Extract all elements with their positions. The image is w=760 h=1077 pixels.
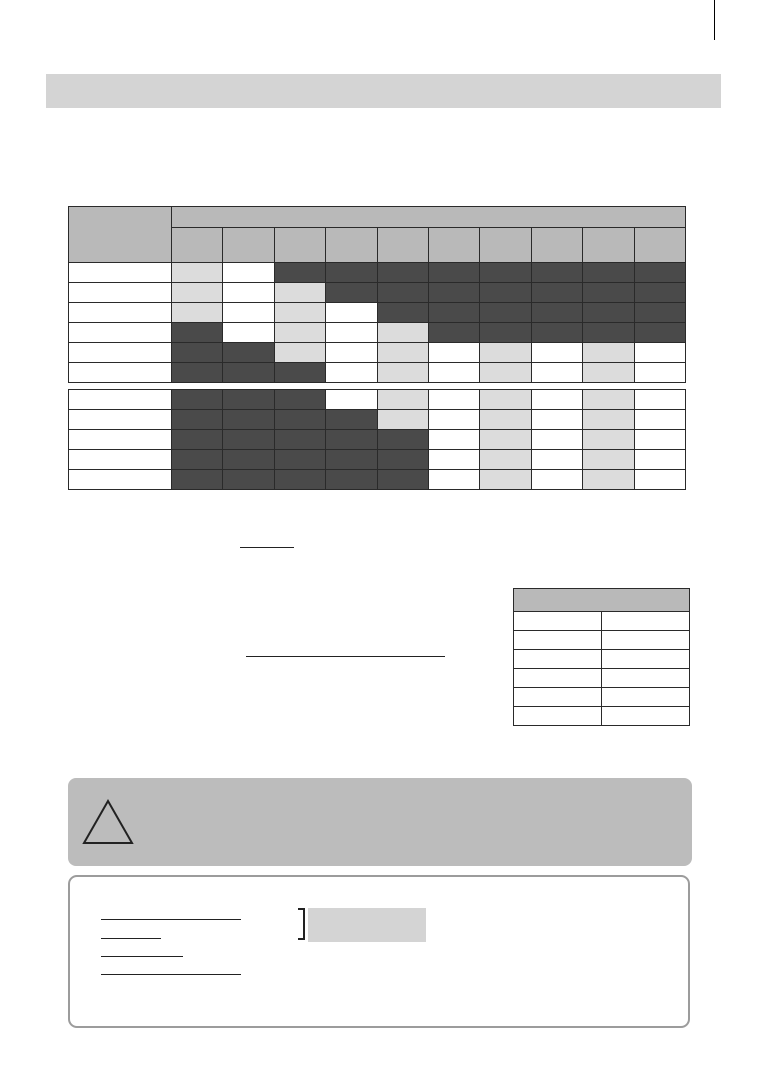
- reference-table-cell: [602, 612, 690, 631]
- reference-table-cell: [514, 669, 602, 688]
- grid-cell: [531, 430, 582, 450]
- grid-cell: [428, 323, 479, 343]
- grid-cell: [377, 430, 428, 450]
- note-item-underline: [101, 956, 183, 957]
- grid-cell: [531, 323, 582, 343]
- reference-table-row: [514, 612, 690, 631]
- grid-cell: [634, 283, 685, 303]
- grid-cell: [172, 430, 223, 450]
- grid-cell: [531, 470, 582, 490]
- grid-cell: [583, 470, 634, 490]
- grid-cell: [223, 470, 274, 490]
- grid-cell: [326, 343, 377, 363]
- reference-table-row: [514, 707, 690, 726]
- grid-cell: [583, 430, 634, 450]
- note-item-underline: [101, 938, 161, 939]
- grid-cell: [274, 390, 325, 410]
- grid-cell: [531, 363, 582, 383]
- grid-cell: [172, 390, 223, 410]
- grid-cell: [634, 450, 685, 470]
- grid-cell: [583, 390, 634, 410]
- grid-cell: [377, 470, 428, 490]
- grid-cell: [428, 363, 479, 383]
- grid-cell: [480, 263, 531, 283]
- grid-cell: [326, 450, 377, 470]
- grid-cell: [377, 390, 428, 410]
- grid-cell: [223, 343, 274, 363]
- underline-mark: [240, 547, 294, 548]
- page-edge-rule: [714, 0, 715, 40]
- grid-cell: [172, 283, 223, 303]
- grid-cell: [428, 450, 479, 470]
- grid-cell: [223, 363, 274, 383]
- grid-cell: [583, 410, 634, 430]
- grid-cell: [377, 303, 428, 323]
- grid-cell: [634, 470, 685, 490]
- reference-table-cell: [514, 650, 602, 669]
- grid-group-header: [172, 207, 686, 228]
- reference-table-cell: [602, 688, 690, 707]
- grid-row-label: [69, 343, 172, 363]
- underline-mark: [246, 656, 445, 657]
- grid-cell: [326, 390, 377, 410]
- grid-row-label: [69, 283, 172, 303]
- grid-cell: [223, 263, 274, 283]
- grid-cell: [274, 470, 325, 490]
- grid-column-header: [480, 228, 531, 263]
- grid-cell: [223, 430, 274, 450]
- grid-row: [69, 430, 686, 450]
- reference-table-cell: [602, 707, 690, 726]
- grid-corner-header: [69, 207, 172, 263]
- grid-cell: [274, 283, 325, 303]
- grid-cell: [428, 470, 479, 490]
- grid-column-header: [531, 228, 582, 263]
- grid-cell: [634, 343, 685, 363]
- grid-row: [69, 303, 686, 323]
- grid-cell: [274, 323, 325, 343]
- note-highlight-box: [308, 908, 426, 942]
- grid-column-header: [634, 228, 685, 263]
- grid-row: [69, 263, 686, 283]
- grid-cell: [480, 363, 531, 383]
- reference-table-row: [514, 650, 690, 669]
- grid-cell: [172, 303, 223, 323]
- grid-cell: [172, 323, 223, 343]
- grid-cell: [531, 343, 582, 363]
- grid-row: [69, 450, 686, 470]
- section-header-bar: [46, 74, 721, 108]
- grid-cell: [634, 430, 685, 450]
- grid-cell: [172, 450, 223, 470]
- grid-row: [69, 283, 686, 303]
- grid-cell: [172, 343, 223, 363]
- compatibility-grid: [68, 206, 686, 490]
- grid-cell: [223, 450, 274, 470]
- grid-cell: [634, 390, 685, 410]
- grid-cell: [172, 470, 223, 490]
- grid-cell: [377, 410, 428, 430]
- reference-table-cell: [602, 631, 690, 650]
- grid-cell: [531, 263, 582, 283]
- grid-cell: [274, 263, 325, 283]
- grid-column-header: [583, 228, 634, 263]
- grid-cell: [172, 363, 223, 383]
- grid-cell: [480, 323, 531, 343]
- reference-table-header: [514, 589, 690, 612]
- grid-cell: [274, 430, 325, 450]
- grid-cell: [377, 283, 428, 303]
- grid-row: [69, 323, 686, 343]
- grid-cell: [634, 363, 685, 383]
- grid-cell: [223, 323, 274, 343]
- grid-cell: [274, 343, 325, 363]
- grid-cell: [274, 410, 325, 430]
- grid-cell: [223, 410, 274, 430]
- note-item-underline: [101, 919, 241, 920]
- grid-cell: [428, 343, 479, 363]
- grid-cell: [223, 390, 274, 410]
- grid-column-header: [274, 228, 325, 263]
- grid-cell: [172, 263, 223, 283]
- grid-row-label: [69, 470, 172, 490]
- grid-cell: [428, 303, 479, 323]
- warning-triangle-icon: [82, 798, 134, 846]
- bracket-mark: [298, 908, 305, 940]
- grid-cell: [583, 303, 634, 323]
- grid-cell: [223, 303, 274, 323]
- reference-table-cell: [514, 707, 602, 726]
- grid-cell: [326, 263, 377, 283]
- grid-cell: [480, 303, 531, 323]
- reference-table-cell: [514, 631, 602, 650]
- grid-cell: [428, 390, 479, 410]
- grid-cell: [583, 283, 634, 303]
- reference-table-row: [514, 669, 690, 688]
- note-item-underline: [101, 974, 241, 975]
- grid-cell: [480, 283, 531, 303]
- grid-cell: [634, 303, 685, 323]
- grid-cell: [377, 363, 428, 383]
- warning-box: [68, 778, 692, 866]
- grid-row-label: [69, 430, 172, 450]
- reference-table-cell: [602, 669, 690, 688]
- grid-row: [69, 410, 686, 430]
- grid-cell: [274, 363, 325, 383]
- grid-column-header: [377, 228, 428, 263]
- grid-cell: [480, 410, 531, 430]
- reference-table: [513, 588, 690, 726]
- grid-row: [69, 470, 686, 490]
- grid-cell: [583, 263, 634, 283]
- reference-table-cell: [514, 612, 602, 631]
- grid-cell: [531, 410, 582, 430]
- grid-cell: [583, 343, 634, 363]
- grid-cell: [480, 430, 531, 450]
- grid-row-label: [69, 390, 172, 410]
- grid-cell: [531, 283, 582, 303]
- grid-row: [69, 363, 686, 383]
- grid-row-label: [69, 303, 172, 323]
- grid-row: [69, 343, 686, 363]
- reference-table-cell: [514, 688, 602, 707]
- grid-cell: [326, 323, 377, 343]
- grid-cell: [377, 323, 428, 343]
- note-box: [68, 875, 690, 1028]
- grid-cell: [634, 323, 685, 343]
- grid-cell: [480, 343, 531, 363]
- grid-cell: [583, 323, 634, 343]
- grid-row-label: [69, 323, 172, 343]
- grid-column-header: [172, 228, 223, 263]
- grid-cell: [326, 303, 377, 323]
- grid-row: [69, 390, 686, 410]
- grid-cell: [223, 283, 274, 303]
- grid-cell: [326, 410, 377, 430]
- grid-cell: [274, 303, 325, 323]
- grid-cell: [377, 343, 428, 363]
- grid-cell: [531, 303, 582, 323]
- grid-cell: [428, 283, 479, 303]
- grid-row-label: [69, 363, 172, 383]
- grid-cell: [428, 430, 479, 450]
- grid-cell: [326, 363, 377, 383]
- grid-cell: [326, 470, 377, 490]
- grid-cell: [480, 470, 531, 490]
- grid-column-header: [223, 228, 274, 263]
- grid-cell: [583, 363, 634, 383]
- grid-cell: [377, 450, 428, 470]
- grid-cell: [583, 450, 634, 470]
- grid-cell: [634, 410, 685, 430]
- grid-row-label: [69, 450, 172, 470]
- grid-cell: [172, 410, 223, 430]
- grid-cell: [326, 283, 377, 303]
- grid-cell: [428, 263, 479, 283]
- grid-cell: [274, 450, 325, 470]
- grid-cell: [634, 263, 685, 283]
- grid-row-label: [69, 263, 172, 283]
- grid-cell: [377, 263, 428, 283]
- reference-table-row: [514, 631, 690, 650]
- grid-cell: [480, 450, 531, 470]
- reference-table-row: [514, 688, 690, 707]
- grid-cell: [480, 390, 531, 410]
- grid-cell: [531, 450, 582, 470]
- grid-column-header: [428, 228, 479, 263]
- grid-column-header: [326, 228, 377, 263]
- grid-cell: [326, 430, 377, 450]
- grid-cell: [428, 410, 479, 430]
- grid-cell: [531, 390, 582, 410]
- grid-row-label: [69, 410, 172, 430]
- reference-table-cell: [602, 650, 690, 669]
